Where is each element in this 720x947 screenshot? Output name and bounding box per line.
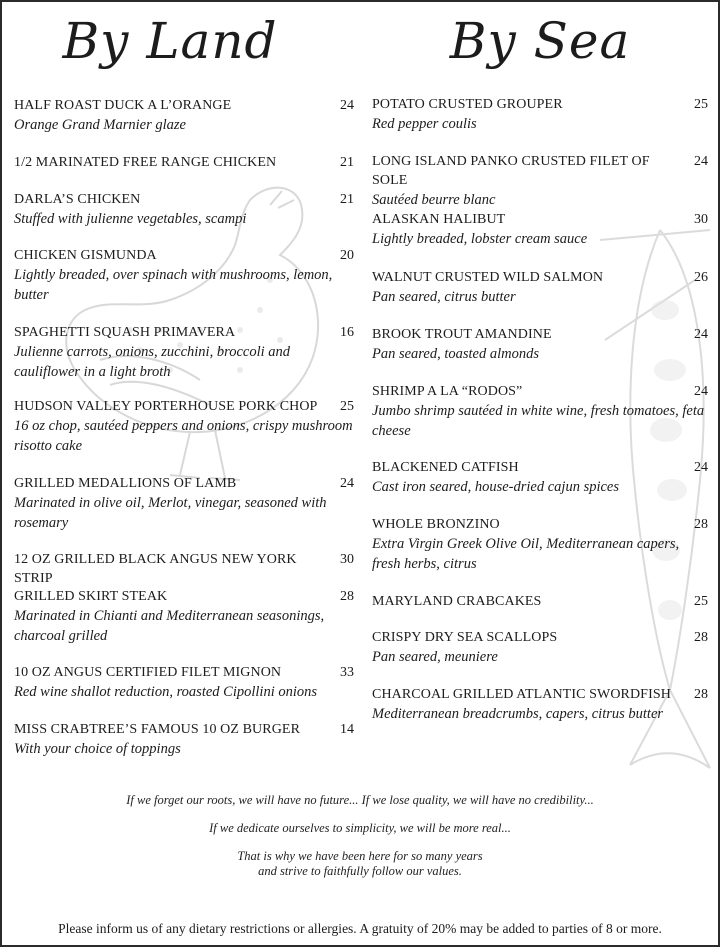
item-price: 25: [694, 594, 708, 609]
item-price: 24: [340, 98, 354, 113]
item-price: 16: [340, 325, 354, 340]
menu-item: [14, 246, 354, 305]
item-description: Cast iron seared, house-dried cajun spices: [372, 479, 620, 495]
menu-item: [372, 458, 708, 497]
menu-item: [14, 153, 354, 172]
menu-item: [372, 382, 708, 441]
item-description: 16 oz chop, sautéed peppers and onions, crispy mushroom risotto cake: [14, 418, 353, 454]
item-description: Stuffed with julienne vegetables, scampi: [14, 211, 247, 227]
item-name: BROOK TROUT AMANDINE: [372, 327, 552, 342]
menu-item: [14, 720, 354, 759]
menu-item: [14, 663, 354, 702]
item-price: 33: [340, 665, 354, 680]
menu-item: [372, 95, 708, 134]
item-name: POTATO CRUSTED GROUPER: [372, 97, 563, 112]
item-name: LONG ISLAND PANKO CRUSTED FILET OF SOLE: [372, 154, 650, 188]
item-name: HUDSON VALLEY PORTERHOUSE PORK CHOP: [14, 399, 318, 414]
item-name: MISS CRABTREE’S FAMOUS 10 OZ BURGER: [14, 722, 301, 737]
item-name: GRILLED SKIRT STEAK: [14, 589, 168, 604]
item-price: 21: [340, 192, 354, 207]
item-description: Julienne carrots, onions, zucchini, broccoli and cauliflower in a light broth: [14, 344, 290, 380]
item-price: 28: [694, 517, 708, 532]
item-description: Sautéed beurre blanc: [372, 192, 496, 208]
menu-item: [372, 210, 708, 249]
item-description: Extra Virgin Greek Olive Oil, Mediterranean capers, fresh herbs, citrus: [372, 536, 680, 572]
item-name: ALASKAN HALIBUT: [372, 212, 506, 227]
item-name: 10 OZ ANGUS CERTIFIED FILET MIGNON: [14, 665, 282, 680]
item-name: DARLA’S CHICKEN: [14, 192, 141, 207]
item-price: 26: [694, 270, 708, 285]
item-price: 30: [694, 212, 708, 227]
item-description: Orange Grand Marnier glaze: [14, 117, 186, 133]
item-price: 24: [340, 476, 354, 491]
item-description: With your choice of toppings: [14, 741, 181, 757]
item-price: 28: [694, 687, 708, 702]
menu-item: [372, 325, 708, 364]
item-price: 24: [694, 460, 708, 475]
menu-item: [14, 96, 354, 135]
item-price: 24: [694, 154, 708, 169]
quote-line-1: If we forget our roots, we will have no future... If we lose quality, we will have no credibility...: [126, 793, 594, 807]
item-name: MARYLAND CRABCAKES: [372, 594, 542, 609]
item-name: WHOLE BRONZINO: [372, 517, 500, 532]
item-description: Lightly breaded, over spinach with mushrooms, lemon, butter: [14, 267, 333, 303]
item-name: CHICKEN GISMUNDA: [14, 248, 157, 263]
item-name: BLACKENED CATFISH: [372, 460, 519, 475]
quote-line-3a: That is why we have been here for so many years: [237, 849, 483, 863]
item-description: Pan seared, citrus butter: [372, 289, 516, 305]
menu-item: [372, 515, 708, 574]
item-description: Pan seared, toasted almonds: [372, 346, 540, 362]
menu-item: [14, 474, 354, 533]
item-name: SPAGHETTI SQUASH PRIMAVERA: [14, 325, 236, 340]
menu-item: [372, 592, 708, 611]
item-description: Marinated in olive oil, Merlot, vinegar, seasoned with rosemary: [14, 495, 327, 531]
item-price: 25: [340, 399, 354, 414]
item-price: 20: [340, 248, 354, 263]
item-price: 14: [340, 722, 354, 737]
item-name: GRILLED MEDALLIONS OF LAMB: [14, 476, 237, 491]
item-name: CHARCOAL GRILLED ATLANTIC SWORDFISH: [372, 687, 671, 702]
footer-notice: Please inform us of any dietary restrictions or allergies. A gratuity of 20% may be added to parties of 8 or more.: [58, 921, 662, 936]
item-description: Marinated in Chianti and Mediterranean seasonings, charcoal grilled: [14, 608, 325, 644]
quote-line-3b: and strive to faithfully follow our values.: [258, 864, 462, 878]
item-price: 28: [694, 630, 708, 645]
item-description: Red wine shallot reduction, roasted Cipollini onions: [14, 684, 318, 700]
item-description: Red pepper coulis: [372, 116, 477, 132]
heading-by-sea: By Sea: [449, 12, 631, 70]
item-name: HALF ROAST DUCK A L’ORANGE: [14, 98, 232, 113]
item-name: WALNUT CRUSTED WILD SALMON: [372, 270, 604, 285]
menu-item: [372, 685, 708, 724]
item-price: 21: [340, 155, 354, 170]
menu-item: [372, 268, 708, 307]
item-description: Jumbo shrimp sautéed in white wine, fresh tomatoes, feta cheese: [372, 403, 705, 439]
item-name: CRISPY DRY SEA SCALLOPS: [372, 630, 558, 645]
menu-item: [14, 587, 354, 646]
menu-item: [372, 628, 708, 667]
item-description: Lightly breaded, lobster cream sauce: [372, 231, 588, 247]
item-name: 12 OZ GRILLED BLACK ANGUS NEW YORK STRIP: [14, 552, 297, 586]
heading-by-land: By Land: [62, 12, 278, 70]
menu-item: [14, 190, 354, 229]
item-name: SHRIMP A LA “RODOS”: [372, 384, 523, 399]
menu-item: [372, 152, 708, 210]
quote-line-2: If we dedicate ourselves to simplicity, we will be more real...: [209, 821, 511, 835]
item-price: 28: [340, 589, 354, 604]
menu-item: [14, 550, 354, 588]
menu-item: [14, 323, 354, 382]
menu-item: [14, 397, 354, 456]
item-price: 24: [694, 384, 708, 399]
item-price: 30: [340, 552, 354, 567]
item-price: 24: [694, 327, 708, 342]
item-name: 1/2 MARINATED FREE RANGE CHICKEN: [14, 155, 277, 170]
item-description: Pan seared, meuniere: [372, 649, 498, 665]
item-description: Mediterranean breadcrumbs, capers, citrus butter: [372, 706, 664, 722]
item-price: 25: [694, 97, 708, 112]
